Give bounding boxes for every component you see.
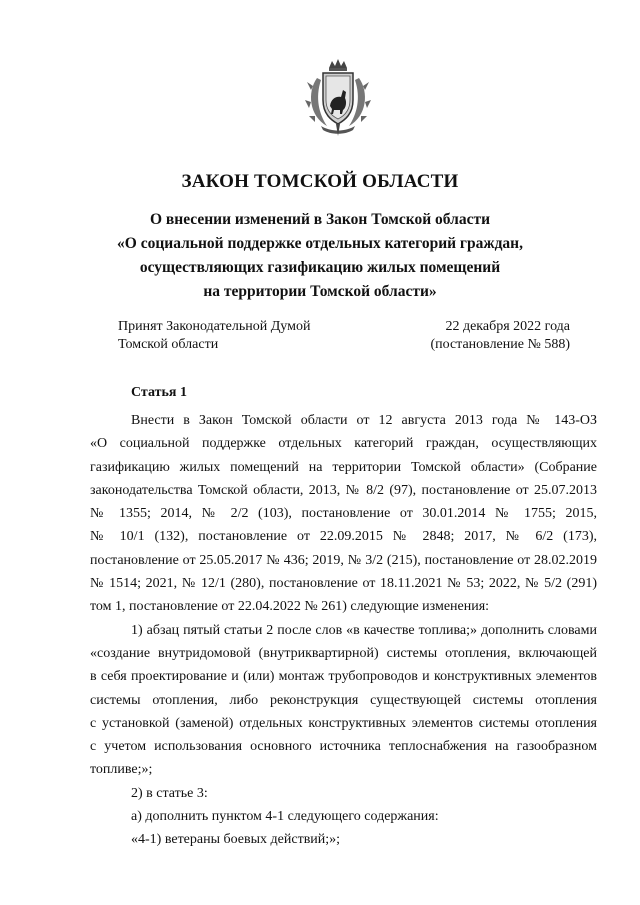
body-line: № 1514; 2021, № 12/1 (280), постановление от 18.11.2021 № 53; 2022, № 5/2 (291): [90, 576, 597, 592]
subject-line: на территории Томской области»: [203, 283, 437, 300]
resolution-number: (постановление № 588): [430, 337, 570, 352]
body-line: топливе;»;: [90, 762, 153, 778]
body-line: Внести в Закон Томской области от 12 августа 2013 года № 143-ОЗ: [131, 413, 597, 428]
body-line: «создание внутридомовой (внутриквартирной) системы отопления, включающей: [90, 645, 597, 661]
body-line: газификацию жилых помещений на территории Томской области» (Собрание: [90, 459, 597, 475]
subject-line: «О социальной поддержке отдельных категорий граждан,: [117, 235, 523, 252]
subject-line: осуществляющих газификацию жилых помещений: [139, 259, 501, 276]
coat-of-arms-icon: [303, 56, 373, 138]
body-line: «О социальной поддержке отдельных категорий граждан, осуществляющих: [90, 436, 597, 452]
body-line: № 1355; 2014, № 2/2 (103), постановление от 30.01.2014 № 1755; 2015,: [90, 506, 597, 522]
subject-line: О внесении изменений в Закон Томской области: [149, 211, 491, 228]
body-line: а) дополнить пунктом 4-1 следующего содержания:: [131, 809, 439, 825]
body-line: постановление от 25.05.2017 № 436; 2019, № 3/2 (215), постановление от 28.02.2019: [90, 552, 597, 568]
body-line: 1) абзац пятый статьи 2 после слов «в качестве топлива;» дополнить словами: [131, 622, 597, 638]
body-line: 2) в статье 3:: [131, 785, 208, 801]
body-line: с учетом использования основного источника теплоснабжения на газообразном: [90, 739, 597, 755]
body-line: с установкой (заменой) отдельных конструктивных элементов системы отопления: [90, 715, 597, 731]
law-title: ЗАКОН ТОМСКОЙ ОБЛАСТИ: [181, 171, 459, 192]
body-line: в себя проектирование и (или) монтаж трубопроводов и конструктивных элементов: [90, 669, 597, 685]
adoption-date-line: 22 декабря 2022 года: [445, 319, 570, 334]
article-body: [90, 409, 597, 852]
law-subject: [0, 208, 640, 304]
body-line: том 1, постановление от 22.04.2022 № 261) следующие изменения:: [90, 599, 490, 615]
adoption-date: [427, 318, 570, 354]
body-line: «4-1) ветераны боевых действий;»;: [131, 832, 341, 848]
adopted-by-line: Принят Законодательной Думой: [118, 319, 311, 334]
adopted-by: [118, 318, 310, 354]
adopted-by-line: Томской области: [118, 337, 219, 352]
article-heading: Статья 1: [131, 385, 187, 400]
body-line: законодательства Томской области, 2013, № 8/2 (97), постановление от 25.07.2013: [90, 482, 597, 498]
body-line: системы отопления, либо реконструкция существующей системы отопления: [90, 692, 597, 708]
body-line: № 10/1 (132), постановление от 22.09.2015 № 2848; 2017, № 6/2 (173),: [90, 529, 597, 545]
